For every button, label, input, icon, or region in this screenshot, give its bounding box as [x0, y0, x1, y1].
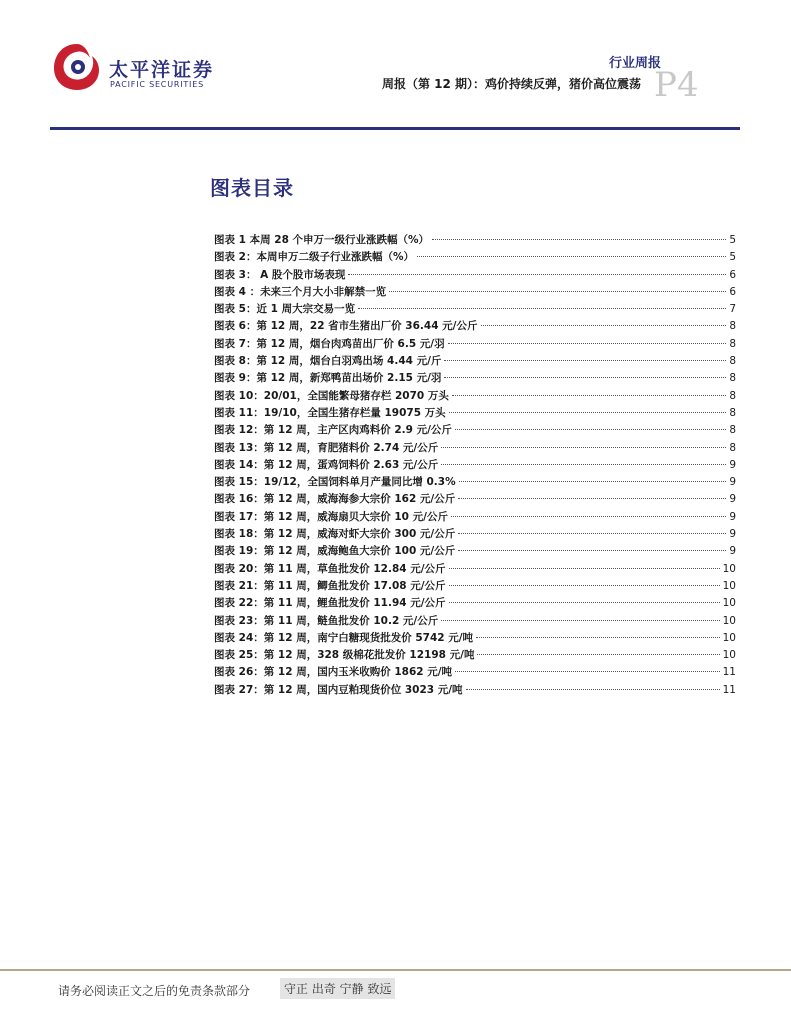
toc-entry-label: 图表 21：第 11 周，鲫鱼批发价 17.08 元/公斤	[214, 579, 446, 592]
company-logo-icon	[52, 40, 102, 92]
toc-dot-leader	[458, 533, 726, 534]
toc-entry[interactable]	[214, 336, 736, 353]
toc-entry-page: 8	[729, 337, 736, 350]
toc-entry-label: 图表 3： A 股个股市场表现	[214, 268, 346, 281]
toc-entry[interactable]	[214, 267, 736, 284]
toc-dot-leader	[441, 447, 726, 448]
toc-entry-page: 9	[729, 493, 736, 506]
toc-entry[interactable]	[214, 440, 736, 457]
toc-entry-page: 9	[729, 510, 736, 523]
toc-dot-leader	[444, 377, 726, 378]
toc-entry-label: 图表 26：第 12 周，国内玉米收购价 1862 元/吨	[214, 666, 453, 679]
toc-entry-label: 图表 8：第 12 周，烟台白羽鸡出场 4.44 元/斤	[214, 355, 442, 368]
toc-entry[interactable]	[214, 405, 736, 422]
toc-entry-label: 图表 22：第 11 周，鲤鱼批发价 11.94 元/公斤	[214, 597, 446, 610]
toc-entry-page: 11	[722, 683, 736, 696]
toc-dot-leader	[448, 343, 727, 344]
toc-entry-page: 8	[729, 372, 736, 385]
toc-entry[interactable]	[214, 370, 736, 387]
toc-dot-leader	[459, 481, 727, 482]
page-number: P4	[654, 65, 699, 105]
toc-entry-page: 8	[729, 424, 736, 437]
toc-entry[interactable]	[214, 561, 736, 578]
toc-entry-label: 图表 23：第 11 周，鲢鱼批发价 10.2 元/公斤	[214, 614, 439, 627]
toc-dot-leader	[449, 412, 727, 413]
toc-entry[interactable]	[214, 457, 736, 474]
header-divider	[50, 127, 740, 130]
toc-entry-page: 7	[729, 303, 736, 316]
toc-dot-leader	[455, 671, 720, 672]
toc-entry-page: 8	[729, 320, 736, 333]
toc-entry[interactable]	[214, 301, 736, 318]
toc-entry[interactable]	[214, 630, 736, 647]
toc-entry-label: 图表 5：近 1 周大宗交易一览	[214, 303, 356, 316]
toc-entry-label: 图表 11：19/10，全国生猪存栏量 19075 万头	[214, 406, 446, 419]
toc-entry[interactable]	[214, 509, 736, 526]
toc-list	[214, 232, 736, 699]
toc-entry-label: 图表 19：第 12 周，威海鲍鱼大宗价 100 元/公斤	[214, 545, 456, 558]
company-motto: 守正 出奇 宁静 致远	[280, 978, 395, 999]
toc-entry[interactable]	[214, 595, 736, 612]
toc-entry-label: 图表 25：第 12 周，328 级棉花批发价 12198 元/吨	[214, 649, 475, 662]
disclaimer-note: 请务必阅读正文之后的免责条款部分	[58, 984, 251, 998]
report-title: 周报（第 12 期）：鸡价持续反弹，猪价高位震荡	[381, 77, 641, 91]
toc-entry-page: 10	[722, 562, 736, 575]
toc-entry[interactable]	[214, 613, 736, 630]
toc-dot-leader	[348, 274, 726, 275]
toc-entry-label: 图表 2：本周申万二级子行业涨跌幅（%）	[214, 251, 414, 264]
toc-dot-leader	[449, 585, 720, 586]
toc-entry[interactable]	[214, 647, 736, 664]
toc-entry[interactable]	[214, 491, 736, 508]
toc-entry-label: 图表 16：第 12 周，威海海参大宗价 162 元/公斤	[214, 493, 456, 506]
toc-entry-page: 8	[729, 355, 736, 368]
toc-dot-leader	[481, 325, 727, 326]
toc-entry[interactable]	[214, 353, 736, 370]
toc-entry-page: 5	[729, 251, 736, 264]
toc-entry[interactable]	[214, 682, 736, 699]
toc-entry-label: 图表 10：20/01，全国能繁母猪存栏 2070 万头	[214, 389, 449, 402]
toc-entry-page: 9	[729, 528, 736, 541]
toc-entry-label: 图表 13：第 12 周，育肥猪料价 2.74 元/公斤	[214, 441, 439, 454]
toc-dot-leader	[417, 256, 726, 257]
toc-entry-page: 10	[722, 597, 736, 610]
toc-entry-page: 8	[729, 406, 736, 419]
toc-entry[interactable]	[214, 232, 736, 249]
toc-entry[interactable]	[214, 422, 736, 439]
toc-dot-leader	[451, 516, 726, 517]
toc-entry-label: 图表 4 ：未来三个月大小非解禁一览	[214, 285, 387, 298]
brand-name-cn: 太平洋证券	[109, 59, 215, 81]
toc-dot-leader	[389, 291, 726, 292]
toc-entry-page: 10	[722, 631, 736, 644]
toc-entry-label: 图表 15：19/12，全国饲料单月产量同比增 0.3%	[214, 476, 456, 489]
toc-entry-page: 10	[722, 614, 736, 627]
toc-dot-leader	[458, 550, 726, 551]
toc-entry-label: 图表 12：第 12 周，主产区肉鸡料价 2.9 元/公斤	[214, 424, 452, 437]
toc-entry-page: 9	[729, 458, 736, 471]
toc-entry-label: 图表 17：第 12 周，威海扇贝大宗价 10 元/公斤	[214, 510, 448, 523]
toc-entry-page: 11	[722, 666, 736, 679]
toc-dot-leader	[449, 568, 720, 569]
toc-dot-leader	[455, 429, 726, 430]
toc-entry-page: 10	[722, 579, 736, 592]
toc-dot-leader	[452, 395, 726, 396]
toc-entry-page: 9	[729, 476, 736, 489]
toc-entry[interactable]	[214, 578, 736, 595]
toc-entry-page: 5	[729, 234, 736, 246]
brand-name-en: PACIFIC SECURITIES	[110, 80, 204, 89]
toc-entry[interactable]	[214, 474, 736, 491]
toc-entry-page: 8	[729, 389, 736, 402]
toc-heading: 图表目录	[210, 176, 294, 200]
toc-entry-label: 图表 6：第 12 周，22 省市生猪出厂价 36.44 元/公斤	[214, 320, 478, 333]
report-type: 行业周报	[608, 56, 661, 71]
toc-entry-page: 9	[729, 545, 736, 558]
toc-dot-leader	[444, 360, 726, 361]
toc-entry[interactable]	[214, 388, 736, 405]
toc-dot-leader	[432, 239, 726, 240]
toc-entry-label: 图表 20：第 11 周，草鱼批发价 12.84 元/公斤	[214, 562, 446, 575]
footer-divider	[0, 969, 791, 971]
toc-dot-leader	[449, 602, 720, 603]
toc-dot-leader	[476, 637, 720, 638]
toc-dot-leader	[477, 654, 719, 655]
toc-entry[interactable]	[214, 543, 736, 560]
toc-entry[interactable]	[214, 284, 736, 301]
toc-entry[interactable]	[214, 526, 736, 543]
toc-entry-label: 图表 27：第 12 周，国内豆粕现货价位 3023 元/吨	[214, 683, 463, 696]
toc-entry-label: 图表 14：第 12 周，蛋鸡饲料价 2.63 元/公斤	[214, 458, 439, 471]
toc-dot-leader	[441, 464, 726, 465]
toc-entry-label: 图表 9：第 12 周，新郑鸭苗出场价 2.15 元/羽	[214, 372, 442, 385]
toc-entry-page: 8	[729, 441, 736, 454]
toc-dot-leader	[466, 689, 720, 690]
toc-entry-label: 图表 1 本周 28 个申万一级行业涨跌幅（%）	[214, 234, 430, 246]
toc-entry[interactable]	[214, 664, 736, 681]
toc-entry[interactable]	[214, 318, 736, 335]
toc-entry-page: 6	[729, 268, 736, 281]
toc-dot-leader	[358, 308, 726, 309]
toc-dot-leader	[441, 620, 719, 621]
toc-entry[interactable]	[214, 249, 736, 266]
toc-dot-leader	[458, 498, 726, 499]
toc-entry-label: 图表 7：第 12 周，烟台肉鸡苗出厂价 6.5 元/羽	[214, 337, 445, 350]
toc-entry-page: 10	[722, 649, 736, 662]
toc-entry-label: 图表 24：第 12 周，南宁白糖现货批发价 5742 元/吨	[214, 631, 474, 644]
toc-entry-label: 图表 18：第 12 周，威海对虾大宗价 300 元/公斤	[214, 528, 456, 541]
toc-entry-page: 6	[729, 285, 736, 298]
